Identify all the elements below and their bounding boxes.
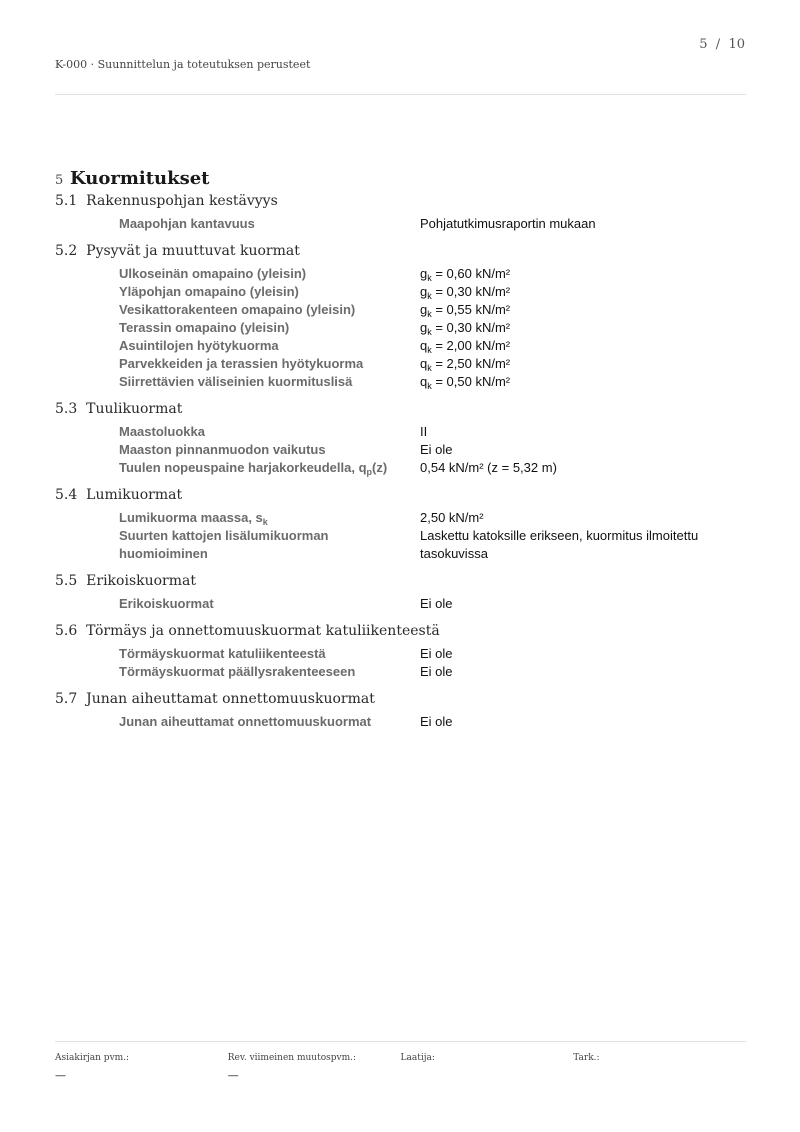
load-value bbox=[420, 663, 746, 681]
load-symbol-subscript: k bbox=[427, 309, 432, 319]
section-heading bbox=[55, 168, 746, 189]
load-label-text: Terassin omapaino (yleisin) bbox=[119, 320, 290, 335]
load-symbol: q bbox=[420, 338, 428, 353]
load-row bbox=[55, 283, 746, 301]
load-value bbox=[420, 645, 746, 663]
footer-field bbox=[573, 1053, 746, 1081]
load-label-text: Lumikuorma maassa, s bbox=[119, 510, 263, 525]
load-value-text: = 0,30 kN/m² bbox=[431, 284, 511, 299]
load-row bbox=[55, 459, 746, 477]
load-label bbox=[55, 337, 420, 355]
footer-field bbox=[401, 1053, 574, 1081]
load-label-text: Parvekkeiden ja terassien hyötykuorma bbox=[119, 356, 364, 371]
load-value bbox=[420, 301, 746, 319]
load-value bbox=[420, 509, 746, 527]
document-header-title: K-000 · Suunnittelun ja toteutuksen perusteet bbox=[55, 58, 311, 71]
load-label-text: Junan aiheuttamat onnettomuuskuormat bbox=[119, 714, 372, 729]
load-symbol-subscript: k bbox=[427, 327, 432, 337]
load-label bbox=[55, 663, 420, 681]
section-number: 5 bbox=[55, 173, 64, 188]
load-value bbox=[420, 527, 746, 563]
section-title: Kuormitukset bbox=[70, 168, 210, 189]
page-content bbox=[55, 168, 746, 731]
load-row bbox=[55, 527, 746, 563]
load-label-text: Tuulen nopeuspaine harjakorkeudella, q bbox=[119, 460, 367, 475]
page-separator: / bbox=[715, 37, 721, 52]
document-footer bbox=[55, 1053, 746, 1081]
footer-field-label: Laatija: bbox=[400, 1053, 435, 1063]
load-symbol: g bbox=[420, 320, 428, 335]
header-divider bbox=[55, 94, 746, 95]
load-symbol: g bbox=[420, 266, 428, 281]
load-label-text: Törmäyskuormat päällysrakenteeseen bbox=[119, 664, 356, 679]
footer-field-value bbox=[573, 1069, 746, 1081]
subsection-heading: 5.4 Lumikuormat bbox=[55, 487, 183, 503]
load-label bbox=[55, 355, 420, 373]
load-label bbox=[55, 645, 420, 663]
subsection-heading: 5.6 Törmäys ja onnettomuuskuormat katuliikenteestä bbox=[55, 623, 440, 639]
subsection bbox=[55, 243, 746, 391]
load-label bbox=[55, 713, 420, 731]
load-row bbox=[55, 663, 746, 681]
load-row bbox=[55, 645, 746, 663]
load-symbol-subscript: k bbox=[427, 363, 432, 373]
load-label bbox=[55, 215, 420, 233]
load-symbol: q bbox=[420, 374, 428, 389]
load-row bbox=[55, 373, 746, 391]
load-value bbox=[420, 441, 746, 459]
load-label-text: Törmäyskuormat katuliikenteestä bbox=[119, 646, 326, 661]
subsection-heading: 5.7 Junan aiheuttamat onnettomuuskuormat bbox=[55, 691, 375, 707]
load-row bbox=[55, 337, 746, 355]
footer-field bbox=[55, 1053, 228, 1081]
load-label-text: Maastoluokka bbox=[119, 424, 205, 439]
load-value bbox=[420, 595, 746, 613]
load-value-text: Ei ole bbox=[420, 442, 453, 457]
subsection bbox=[55, 193, 746, 233]
load-row bbox=[55, 301, 746, 319]
load-value-text: Ei ole bbox=[420, 714, 453, 729]
load-label bbox=[55, 459, 420, 477]
subsection bbox=[55, 487, 746, 563]
load-label-tail: (z) bbox=[372, 460, 388, 475]
subsection-list bbox=[55, 193, 746, 731]
load-label-text: Maaston pinnanmuodon vaikutus bbox=[119, 442, 326, 457]
load-label bbox=[55, 595, 420, 613]
load-value-text: Laskettu katoksille erikseen, kuormitus ilmoitettu tasokuvissa bbox=[420, 528, 702, 561]
load-value bbox=[420, 337, 746, 355]
footer-field-value: — bbox=[55, 1069, 66, 1082]
load-symbol: g bbox=[420, 284, 428, 299]
load-value-text: = 0,60 kN/m² bbox=[431, 266, 511, 281]
footer-field-value bbox=[401, 1069, 574, 1081]
footer-field bbox=[228, 1053, 401, 1081]
page-number bbox=[699, 37, 745, 52]
load-value bbox=[420, 265, 746, 283]
load-row bbox=[55, 713, 746, 731]
footer-field-label: Tark.: bbox=[573, 1053, 600, 1063]
load-row bbox=[55, 355, 746, 373]
load-label-text: Siirrettävien väliseinien kuormituslisä bbox=[119, 374, 353, 389]
load-label-text: Vesikattorakenteen omapaino (yleisin) bbox=[119, 302, 356, 317]
load-value-text: = 2,00 kN/m² bbox=[431, 338, 511, 353]
subsection-heading: 5.2 Pysyvät ja muuttuvat kuormat bbox=[55, 243, 300, 259]
load-label bbox=[55, 283, 420, 301]
load-value bbox=[420, 215, 746, 233]
load-label-text: Maapohjan kantavuus bbox=[119, 216, 255, 231]
load-value-text: = 0,30 kN/m² bbox=[431, 320, 511, 335]
subsection-heading: 5.5 Erikoiskuormat bbox=[55, 573, 196, 589]
load-value bbox=[420, 283, 746, 301]
load-label-text: Asuintilojen hyötykuorma bbox=[119, 338, 279, 353]
load-symbol-subscript: k bbox=[427, 345, 432, 355]
load-row bbox=[55, 215, 746, 233]
footer-divider bbox=[55, 1041, 746, 1042]
load-label-text: Ulkoseinän omapaino (yleisin) bbox=[119, 266, 307, 281]
load-row bbox=[55, 423, 746, 441]
subsection bbox=[55, 573, 746, 613]
load-row bbox=[55, 509, 746, 527]
load-value-text: II bbox=[420, 424, 428, 439]
subsection bbox=[55, 401, 746, 477]
load-value-text: = 0,50 kN/m² bbox=[431, 374, 511, 389]
load-label bbox=[55, 319, 420, 337]
load-value-text: Ei ole bbox=[420, 646, 453, 661]
load-value-text: 2,50 kN/m² bbox=[420, 510, 484, 525]
load-label-subscript: k bbox=[262, 517, 268, 527]
subsection bbox=[55, 623, 746, 681]
footer-field-label: Rev. viimeinen muutospvm.: bbox=[227, 1053, 357, 1063]
load-label bbox=[55, 373, 420, 391]
load-symbol-subscript: k bbox=[427, 291, 432, 301]
load-label-subscript: p bbox=[366, 467, 373, 477]
load-label bbox=[55, 509, 420, 527]
load-value bbox=[420, 373, 746, 391]
footer-field-label: Asiakirjan pvm.: bbox=[55, 1053, 130, 1063]
load-value bbox=[420, 423, 746, 441]
load-label-text: Erikoiskuormat bbox=[119, 596, 214, 611]
load-row bbox=[55, 595, 746, 613]
load-value bbox=[420, 319, 746, 337]
load-label-text: Yläpohjan omapaino (yleisin) bbox=[119, 284, 299, 299]
load-label bbox=[55, 527, 420, 563]
load-symbol: q bbox=[420, 356, 428, 371]
load-value bbox=[420, 713, 746, 731]
load-value-text: = 0,55 kN/m² bbox=[431, 302, 511, 317]
load-symbol: g bbox=[420, 302, 428, 317]
load-value bbox=[420, 355, 746, 373]
page-current: 5 bbox=[699, 37, 708, 52]
footer-field-value: — bbox=[227, 1069, 239, 1082]
load-row bbox=[55, 319, 746, 337]
load-value-text: Ei ole bbox=[420, 596, 453, 611]
load-label bbox=[55, 265, 420, 283]
subsection bbox=[55, 691, 746, 731]
page-total: 10 bbox=[728, 37, 745, 52]
load-value-text: = 2,50 kN/m² bbox=[431, 356, 511, 371]
load-value bbox=[420, 459, 746, 477]
load-label bbox=[55, 423, 420, 441]
load-value-text: Ei ole bbox=[420, 664, 453, 679]
load-row bbox=[55, 265, 746, 283]
load-value-text: Pohjatutkimusraportin mukaan bbox=[420, 216, 596, 231]
load-label bbox=[55, 301, 420, 319]
subsection-heading: 5.3 Tuulikuormat bbox=[55, 401, 183, 417]
load-row bbox=[55, 441, 746, 459]
subsection-heading: 5.1 Rakennuspohjan kestävyys bbox=[55, 193, 278, 209]
load-label-text: Suurten kattojen lisälumikuorman huomioiminen bbox=[119, 528, 329, 561]
load-symbol-subscript: k bbox=[427, 381, 432, 391]
load-label bbox=[55, 441, 420, 459]
load-value-text: 0,54 kN/m² (z = 5,32 m) bbox=[420, 460, 557, 475]
load-symbol-subscript: k bbox=[427, 273, 432, 283]
